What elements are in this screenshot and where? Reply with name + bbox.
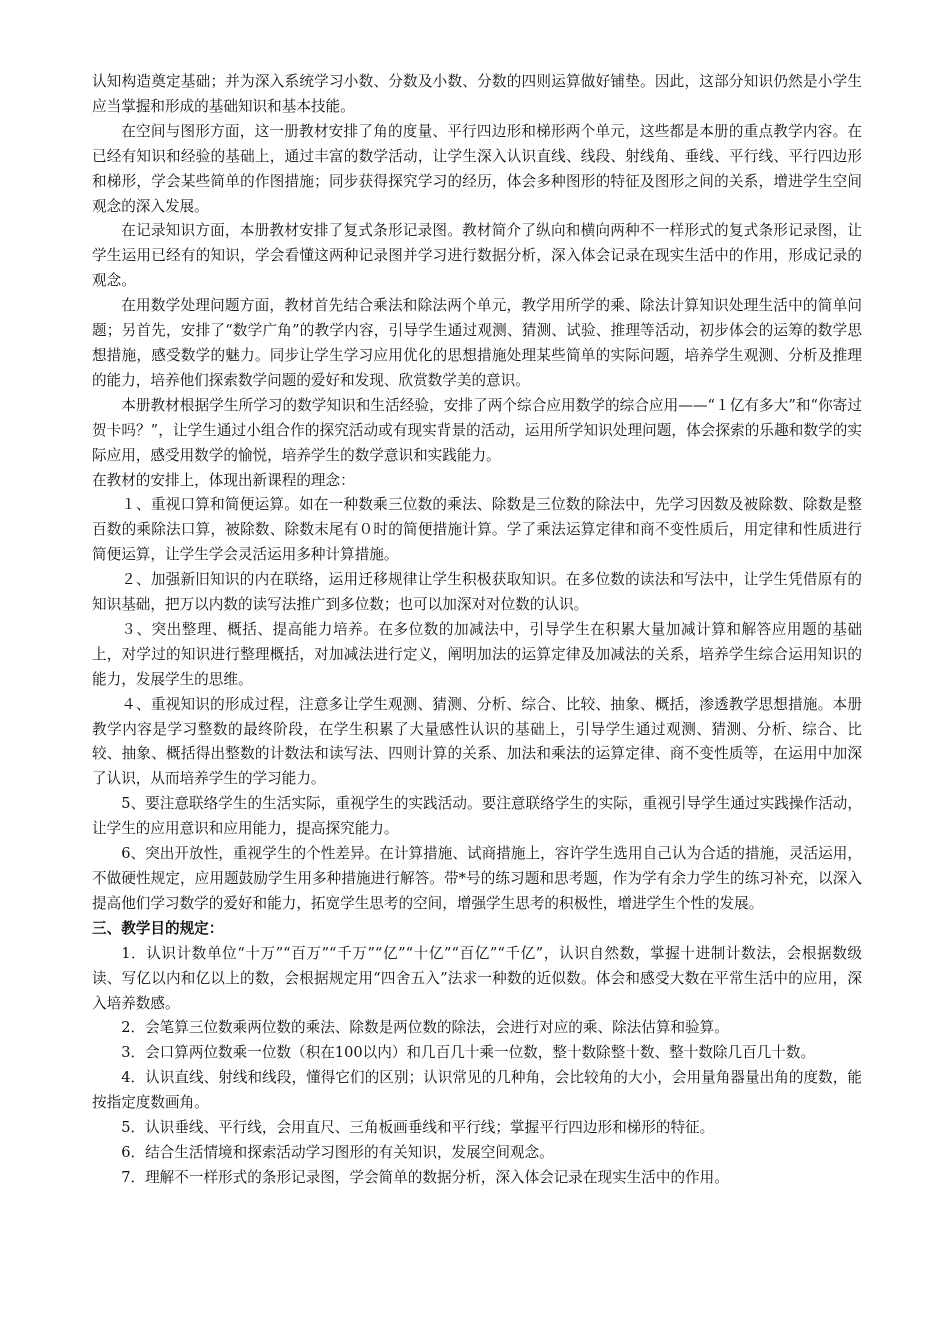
list-item-arrangement-2: ２、加强新旧知识的内在联络，运用迁移规律让学生积极获取知识。在多位数的读法和写法中，让学生凭借原有的知识基础，把万以内数的读写法推广到多位数；也可以加深对对位数的认识。 bbox=[92, 571, 862, 614]
section-heading-teaching-goals: 三、教学目的规定： bbox=[92, 919, 224, 937]
paragraph-space-and-shapes: 在空间与图形方面，这一册教材安排了角的度量、平行四边形和梯形两个单元，这些都是本册的重点教学内容。在已经有知识和经验的基础上，通过丰富的数学活动，让学生深入认识直线、线段、射线角、垂线、平行线、平行四边形和梯形，学会某些简单的作图措施；同步获得探究学习的经历，体会多种图形的特征及图形之间的关系，增进学生空间观念的深入发展。 bbox=[92, 122, 862, 215]
paragraph-statistics: 在记录知识方面，本册教材安排了复式条形记录图。教材简介了纵向和横向两种不一样形式的复式条形记录图，让学生运用已经有的知识，学会看懂这两种记录图并学习进行数据分析，深入体会记录在现实生活中的作用，形成记录的观念。 bbox=[92, 222, 862, 290]
document-page bbox=[92, 70, 862, 1191]
list-item-goal-7: 7．理解不一样形式的条形记录图，学会简单的数据分析，深入体会记录在现实生活中的作用。 bbox=[121, 1168, 729, 1186]
paragraph-comprehensive-application: 本册教材根据学生所学习的数学知识和生活经验，安排了两个综合应用数学的综合应用——“１亿有多大”和“你寄过贺卡吗？”，让学生通过小组合作的探究活动或有现实背景的活动，运用所学知识处理问题，体会探索的乐趣和数学的实际应用，感受用数学的愉悦，培养学生的数学意识和实践能力。 bbox=[92, 396, 862, 464]
list-item-arrangement-5: 5、要注意联络学生的生活实际，重视学生的实践活动。要注意联络学生的实际，重视引导学生通过实践操作活动，让学生的应用意识和应用能力，提高探究能力。 bbox=[92, 795, 862, 838]
list-item-goal-5: 5．认识垂线、平行线，会用直尺、三角板画垂线和平行线；掌握平行四边形和梯形的特征。 bbox=[121, 1119, 715, 1137]
list-item-arrangement-1: １、重视口算和简便运算。如在一种数乘三位数的乘法、除数是三位数的除法中，先学习因数及被除数、除数是整百数的乘除法口算，被除数、除数末尾有０时的简便措施计算。学了乘法运算定律和商不变性质后，用定律和性质进行简便运算，让学生学会灵活运用多种计算措施。 bbox=[92, 496, 862, 564]
list-item-arrangement-4: ４、重视知识的形成过程，注意多让学生观测、猜测、分析、综合、比较、抽象、概括，渗透教学思想措施。本册教学内容是学习整数的最终阶段，在学生积累了大量感性认识的基础上，引导学生通过观测、猜测、分析、综合、比较、抽象、概括得出整数的计数法和读写法、四则计算的关系、加法和乘法的运算定律、商不变性质等，在运用中加深了认识，从而培养学生的学习能力。 bbox=[92, 695, 862, 788]
paragraph-arrangement-intro: 在教材的安排上，体现出新课程的理念： bbox=[92, 471, 355, 489]
paragraph-intro-continuation: 认知构造奠定基础；并为深入系统学习小数、分数及小数、分数的四则运算做好铺垫。因此，这部分知识仍然是小学生应当掌握和形成的基础知识和基本技能。 bbox=[92, 73, 862, 115]
list-item-goal-4: 4．认识直线、射线和线段，懂得它们的区别；认识常见的几种角，会比较角的大小，会用量角器量出角的度数，能按指定度数画角。 bbox=[92, 1069, 862, 1112]
list-item-goal-2: 2．会笔算三位数乘两位数的乘法、除数是两位数的除法，会进行对应的乘、除法估算和验算。 bbox=[121, 1019, 729, 1037]
paragraph-problem-solving: 在用数学处理问题方面，教材首先结合乘法和除法两个单元，教学用所学的乘、除法计算知识处理生活中的简单问题；另首先，安排了“数学广角”的教学内容，引导学生通过观测、猜测、试验、推理等活动，初步体会的运筹的数学思想措施，感受数学的魅力。同步让学生学习应用优化的思想措施处理某些简单的实际问题，培养学生观测、分析及推理的能力，培养他们探索数学问题的爱好和发现、欣赏数学美的意识。 bbox=[92, 297, 862, 389]
list-item-goal-1: 1．认识计数单位“十万”“百万”“千万”“亿”“十亿”“百亿”“千亿”，认识自然数，掌握十进制计数法，会根据数级读、写亿以内和亿以上的数，会根据规定用“四舍五入”法求一种数的近似数。体会和感受大数在平常生活中的应用，深入培养数感。 bbox=[92, 944, 862, 1012]
list-item-goal-6: 6．结合生活情境和探索活动学习图形的有关知识，发展空间观念。 bbox=[121, 1143, 554, 1161]
list-item-arrangement-3: ３、突出整理、概括、提高能力培养。在多位数的加减法中，引导学生在积累大量加减计算和解答应用题的基础上，对学过的知识进行整理概括，对加减法进行定义，阐明加法的运算定律及加减法的关系，培养学生综合运用知识的能力，发展学生的思维。 bbox=[92, 620, 862, 688]
list-item-goal-3: 3．会口算两位数乘一位数（积在100以内）和几百几十乘一位数，整十数除整十数、整十数除几百几十数。 bbox=[121, 1044, 816, 1062]
list-item-arrangement-6: 6、突出开放性，重视学生的个性差异。在计算措施、试商措施上，容许学生选用自己认为合适的措施，灵活运用，不做硬性规定，应用题鼓励学生用多种措施进行解答。带*号的练习题和思考题，作为学有余力学生的练习补充，以深入提高他们学习数学的爱好和能力，拓宽学生思考的空间，增强学生思考的积极性，增进学生个性的发展。 bbox=[92, 845, 862, 912]
